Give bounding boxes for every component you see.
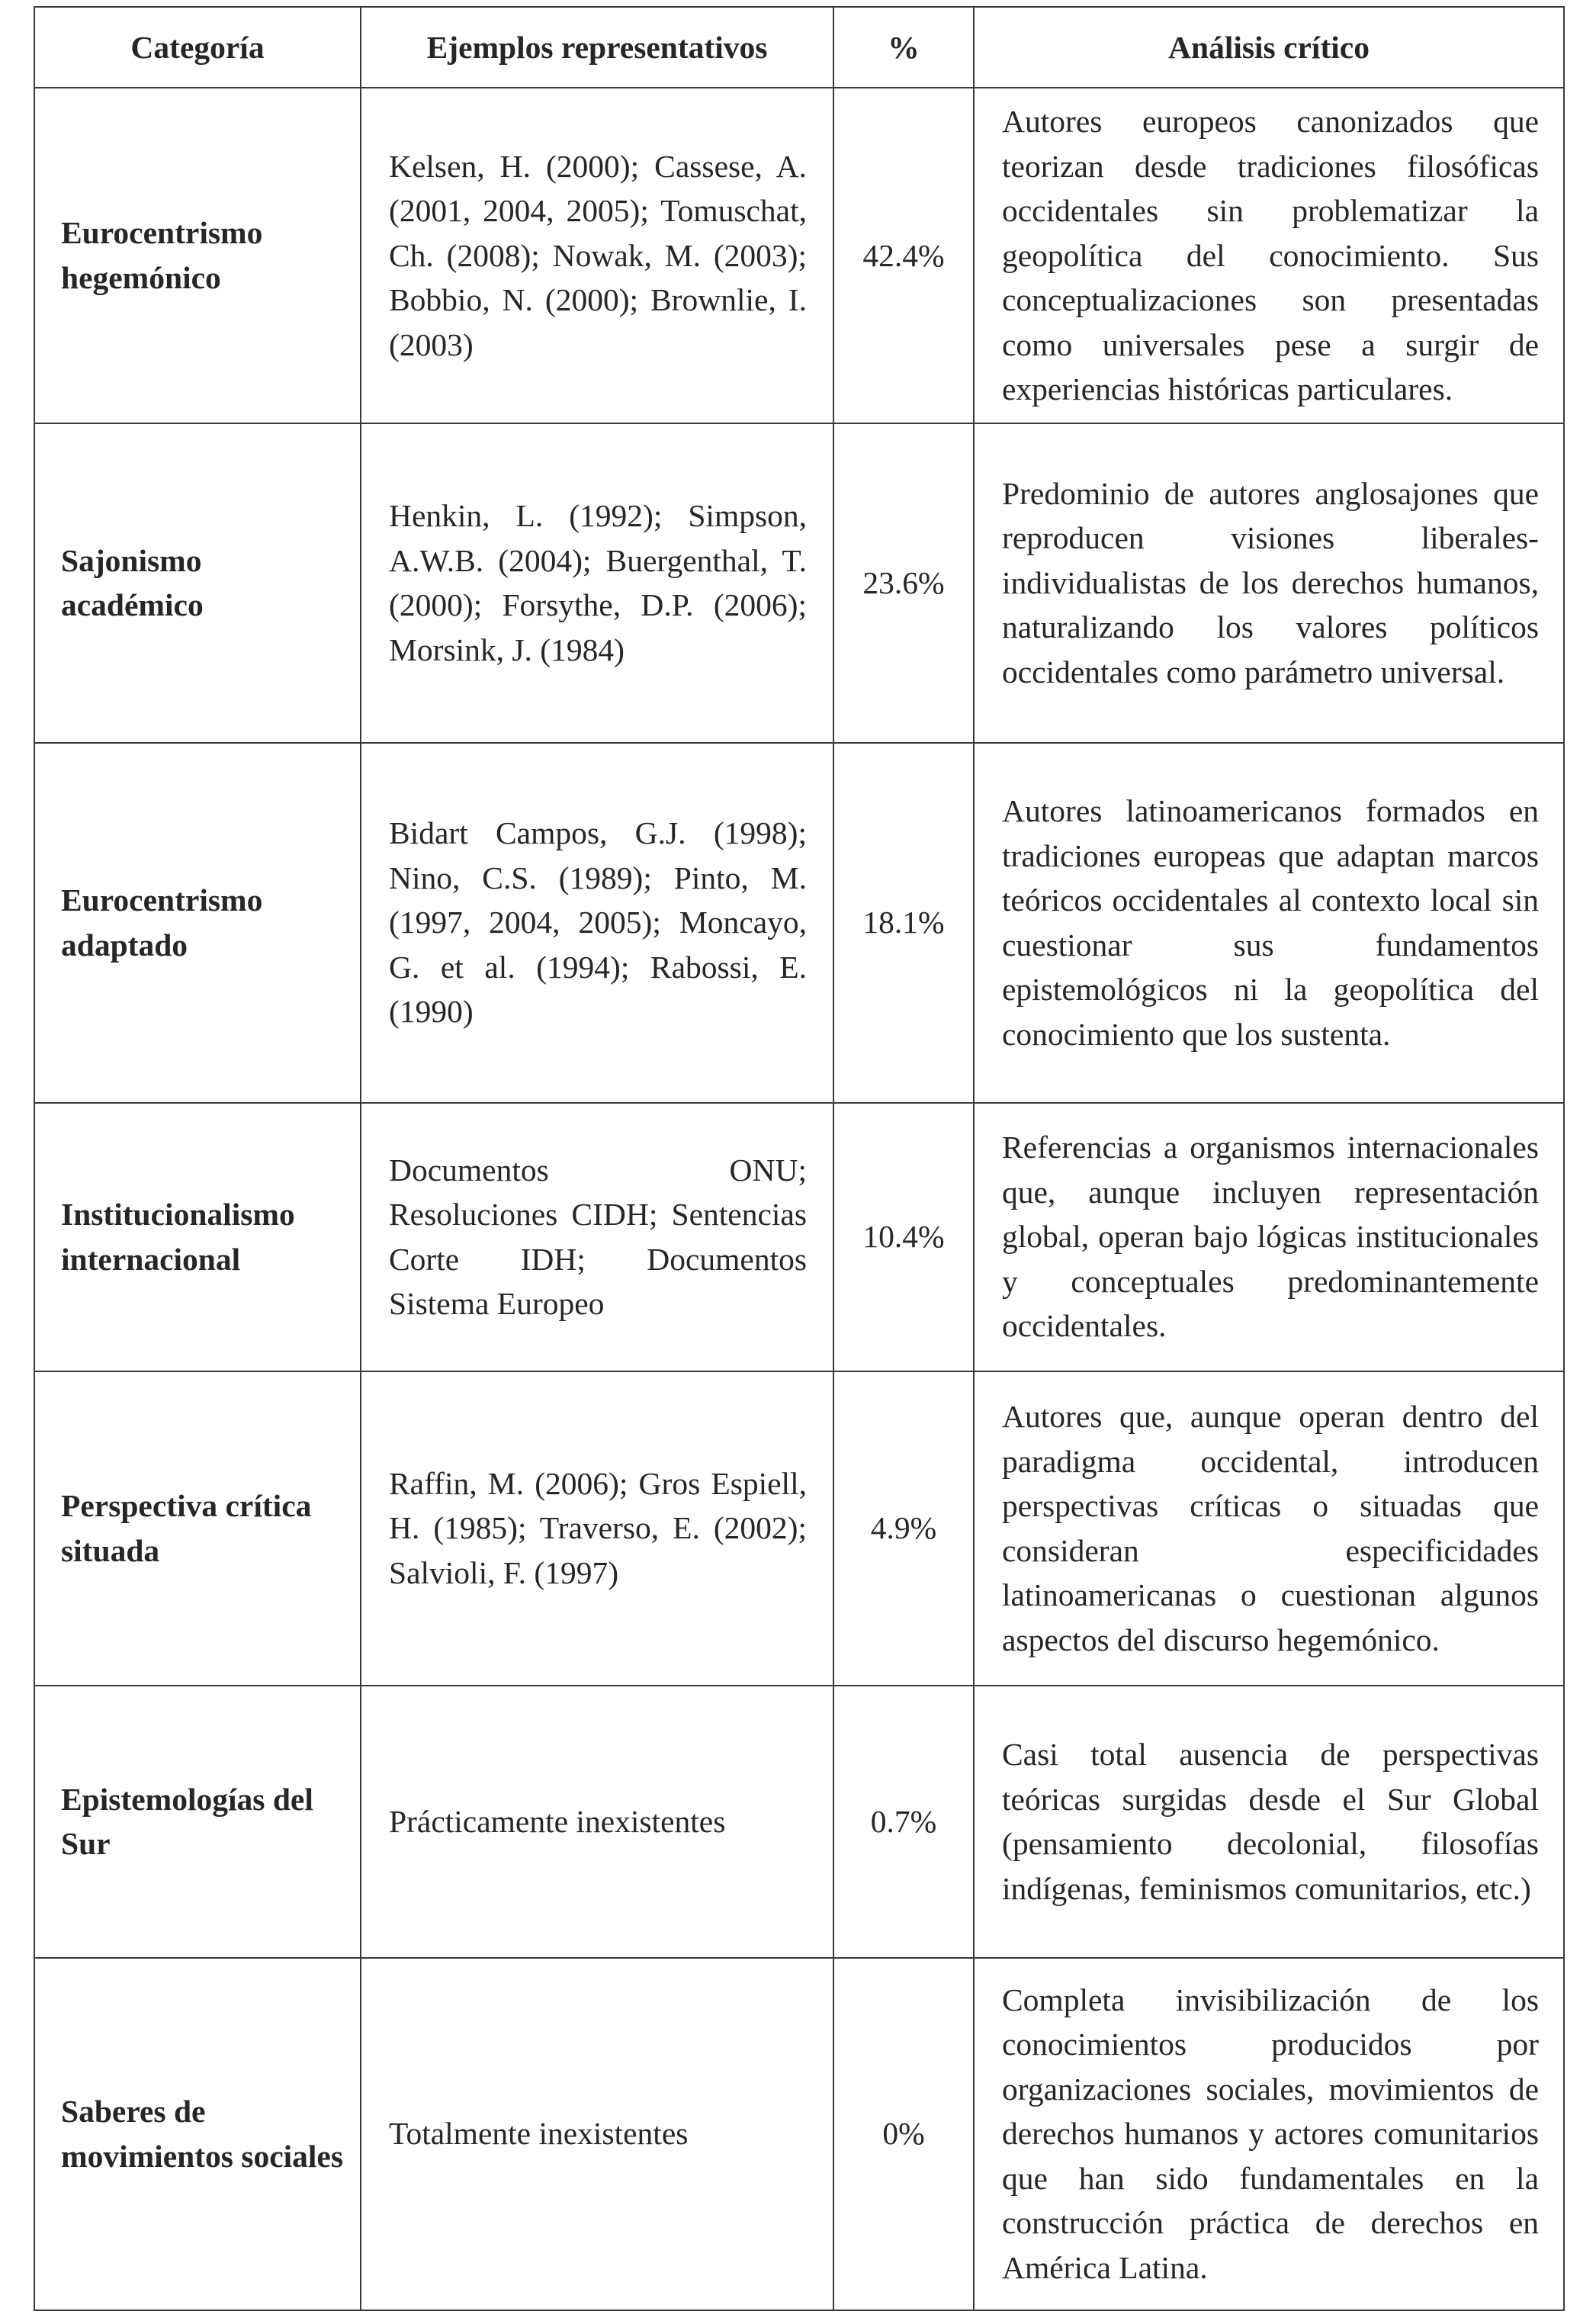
categories-table <box>34 6 1565 2311</box>
row-category: Perspectiva crítica situada <box>34 1371 361 1686</box>
row-examples: Documentos ONU; Resoluciones CIDH; Sentencias Corte IDH; Documentos Sistema Europeo <box>361 1103 833 1371</box>
row-category: Institucionalismo internacional <box>34 1103 361 1371</box>
row-percent: 18.1% <box>833 743 974 1103</box>
row-percent: 10.4% <box>833 1103 974 1371</box>
row-analysis: Autores que, aunque operan dentro del paradigma occidental, introducen perspectivas críticas o situadas que consideran especificidades latinoamericanas o cuestionan algunos aspectos del discurso hegemónico. <box>974 1371 1564 1686</box>
row-percent: 0.7% <box>833 1686 974 1958</box>
header-analysis: Análisis crítico <box>974 7 1564 88</box>
header-percent: % <box>833 7 974 88</box>
row-category: Epistemologías del Sur <box>34 1686 361 1958</box>
header-examples: Ejemplos representativos <box>361 7 833 88</box>
table-row <box>34 1371 1564 1686</box>
table-header-row <box>34 7 1564 88</box>
row-examples: Kelsen, H. (2000); Cassese, A. (2001, 2004, 2005); Tomuschat, Ch. (2008); Nowak, M. (2003); Bobbio, N. (2000); Brownlie, I. (2003) <box>361 88 833 423</box>
row-examples: Totalmente inexistentes <box>361 1958 833 2310</box>
table-row <box>34 1686 1564 1958</box>
header-category: Categoría <box>34 7 361 88</box>
table-row <box>34 88 1564 423</box>
row-analysis: Casi total ausencia de perspectivas teóricas surgidas desde el Sur Global (pensamiento decolonial, filosofías indígenas, feminismos comunitarios, etc.) <box>974 1686 1564 1958</box>
row-category: Sajonismo académico <box>34 423 361 743</box>
row-analysis: Predominio de autores anglosajones que reproducen visiones liberales-individualistas de los derechos humanos, naturalizando los valores políticos occidentales como parámetro universal. <box>974 423 1564 743</box>
row-examples: Bidart Campos, G.J. (1998); Nino, C.S. (1989); Pinto, M. (1997, 2004, 2005); Moncayo, G. et al. (1994); Rabossi, E. (1990) <box>361 743 833 1103</box>
table-row <box>34 743 1564 1103</box>
row-analysis: Referencias a organismos internacionales que, aunque incluyen representación global, operan bajo lógicas institucionales y conceptuales predominantemente occidentales. <box>974 1103 1564 1371</box>
row-percent: 0% <box>833 1958 974 2310</box>
row-category: Eurocentrismo hegemónico <box>34 88 361 423</box>
row-percent: 42.4% <box>833 88 974 423</box>
row-category: Saberes de movimientos sociales <box>34 1958 361 2310</box>
row-percent: 4.9% <box>833 1371 974 1686</box>
table-row <box>34 1958 1564 2310</box>
row-examples: Prácticamente inexistentes <box>361 1686 833 1958</box>
row-examples: Henkin, L. (1992); Simpson, A.W.B. (2004); Buergenthal, T. (2000); Forsythe, D.P. (2006); Morsink, J. (1984) <box>361 423 833 743</box>
table-row <box>34 423 1564 743</box>
row-analysis: Autores latinoamericanos formados en tradiciones europeas que adaptan marcos teóricos occidentales al contexto local sin cuestionar sus fundamentos epistemológicos ni la geopolítica del conocimiento que los sustenta. <box>974 743 1564 1103</box>
row-examples: Raffin, M. (2006); Gros Espiell, H. (1985); Traverso, E. (2002); Salvioli, F. (1997) <box>361 1371 833 1686</box>
row-analysis: Autores europeos canonizados que teorizan desde tradiciones filosóficas occidentales sin problematizar la geopolítica del conocimiento. Sus conceptualizaciones son presentadas como universales pese a surgir de experiencias históricas particulares. <box>974 88 1564 423</box>
row-analysis: Completa invisibilización de los conocimientos producidos por organizaciones sociales, movimientos de derechos humanos y actores comunitarios que han sido fundamentales en la construcción práctica de derechos en América Latina. <box>974 1958 1564 2310</box>
row-percent: 23.6% <box>833 423 974 743</box>
row-category: Eurocentrismo adaptado <box>34 743 361 1103</box>
table-row <box>34 1103 1564 1371</box>
